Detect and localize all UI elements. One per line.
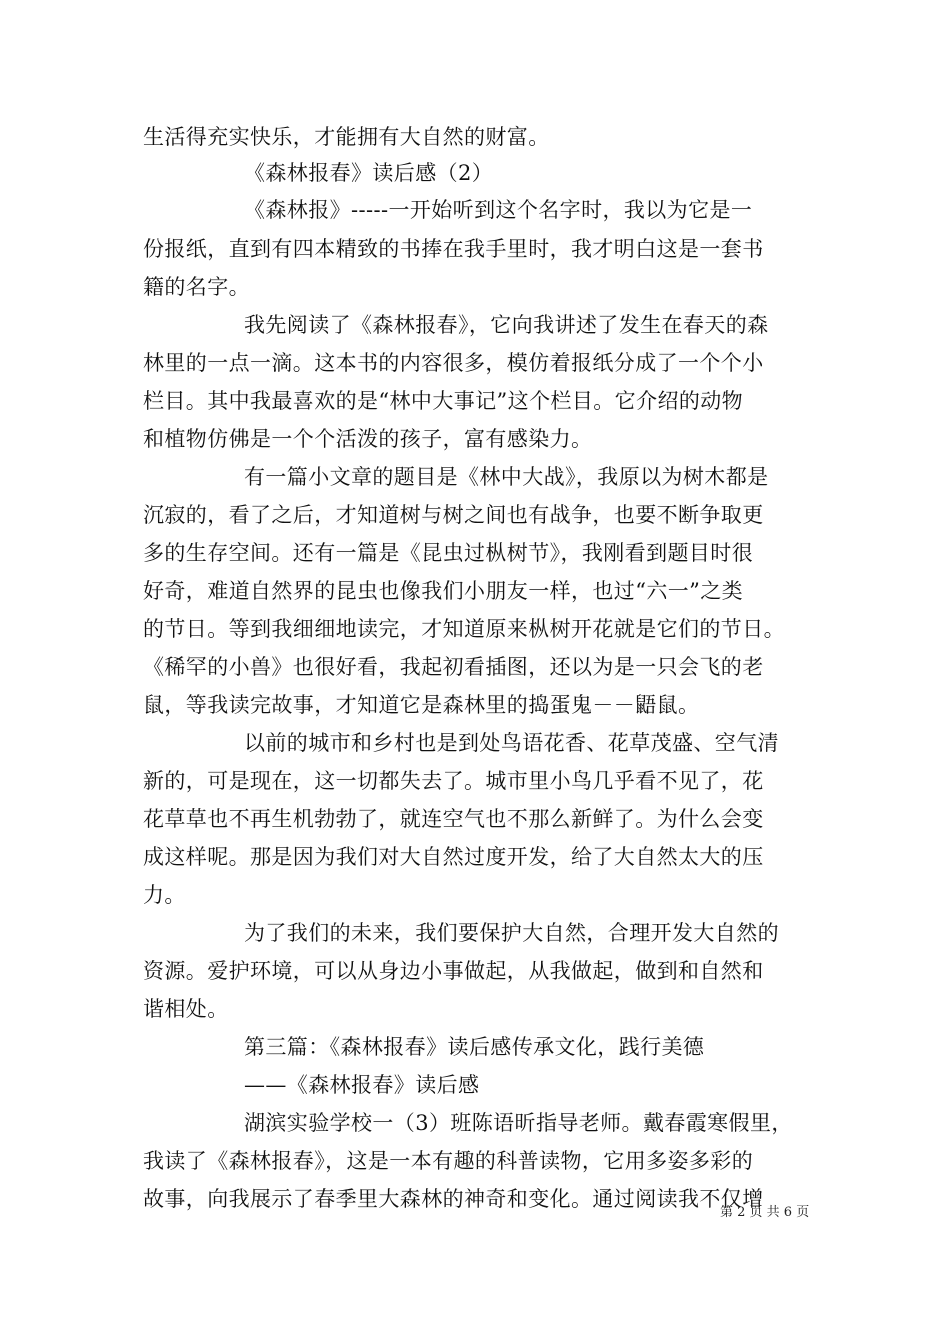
text-line: 籍的名字。 (143, 275, 250, 299)
text-line: 为了我们的未来，我们要保护大自然，合理开发大自然的 (244, 921, 779, 945)
text-line: 以前的城市和乡村也是到处鸟语花香、花草茂盛、空气清 (244, 731, 779, 755)
text-line: 故事，向我展示了春季里大森林的神奇和变化。通过阅读我不仅增 (143, 1187, 764, 1211)
text-line: 我读了《森林报春》，这是一本有趣的科普读物，它用多姿多彩的 (143, 1149, 754, 1173)
text-line: 成这样呢。那是因为我们对大自然过度开发，给了大自然太大的压 (143, 845, 764, 869)
text-line: 《森林报》-----一开始听到这个名字时，我以为它是一 (244, 198, 753, 222)
section-subheading: ——《森林报春》读后感 (244, 1073, 480, 1097)
text-line: 鼠，等我读完故事，才知道它是森林里的捣蛋鬼－－鼯鼠。 (143, 693, 700, 717)
text-line: 花草草也不再生机勃勃了，就连空气也不那么新鲜了。为什么会变 (143, 807, 764, 831)
text-line: 多的生存空间。还有一篇是《昆虫过枞树节》，我刚看到题目时很 (143, 541, 754, 565)
text-line: 栏目。其中我最喜欢的是“林中大事记”这个栏目。它介绍的动物 (143, 389, 744, 413)
section-heading: 第三篇：《森林报春》读后感传承文化，践行美德 (244, 1035, 705, 1059)
page-number: 第 2 页 共 6 页 (720, 1205, 810, 1220)
text-line: 新的，可是现在，这一切都失去了。城市里小鸟几乎看不见了，花 (143, 769, 764, 793)
text-line: 《稀罕的小兽》也很好看，我起初看插图，还以为是一只会飞的老 (143, 655, 764, 679)
text-line: 力。 (143, 883, 186, 907)
text-line: 的节日。等到我细细地读完，才知道原来枞树开花就是它们的节日。 (143, 617, 785, 641)
text-line: 好奇，难道自然界的昆虫也像我们小朋友一样，也过“六一”之类 (143, 579, 744, 603)
text-line: 我先阅读了《森林报春》，它向我讲述了发生在春天的森 (244, 313, 769, 337)
text-line: 生活得充实快乐，才能拥有大自然的财富。 (143, 125, 550, 149)
text-line: 份报纸，直到有四本精致的书捧在我手里时，我才明白这是一套书 (143, 237, 764, 261)
text-line: 湖滨实验学校一（3）班陈语昕指导老师。戴春霞寒假里， (244, 1111, 793, 1135)
text-line: 沉寂的，看了之后，才知道树与树之间也有战争，也要不断争取更 (143, 503, 764, 527)
text-line: 林里的一点一滴。这本书的内容很多，模仿着报纸分成了一个个小 (143, 351, 764, 375)
text-line: 谐相处。 (143, 997, 229, 1021)
text-line: 资源。爱护环境，可以从身边小事做起，从我做起，做到和自然和 (143, 959, 764, 983)
text-line: 有一篇小文章的题目是《林中大战》，我原以为树木都是 (244, 465, 769, 489)
section-heading: 《森林报春》读后感（2） (244, 161, 494, 185)
text-line: 和植物仿佛是一个个活泼的孩子，富有感染力。 (143, 427, 593, 451)
